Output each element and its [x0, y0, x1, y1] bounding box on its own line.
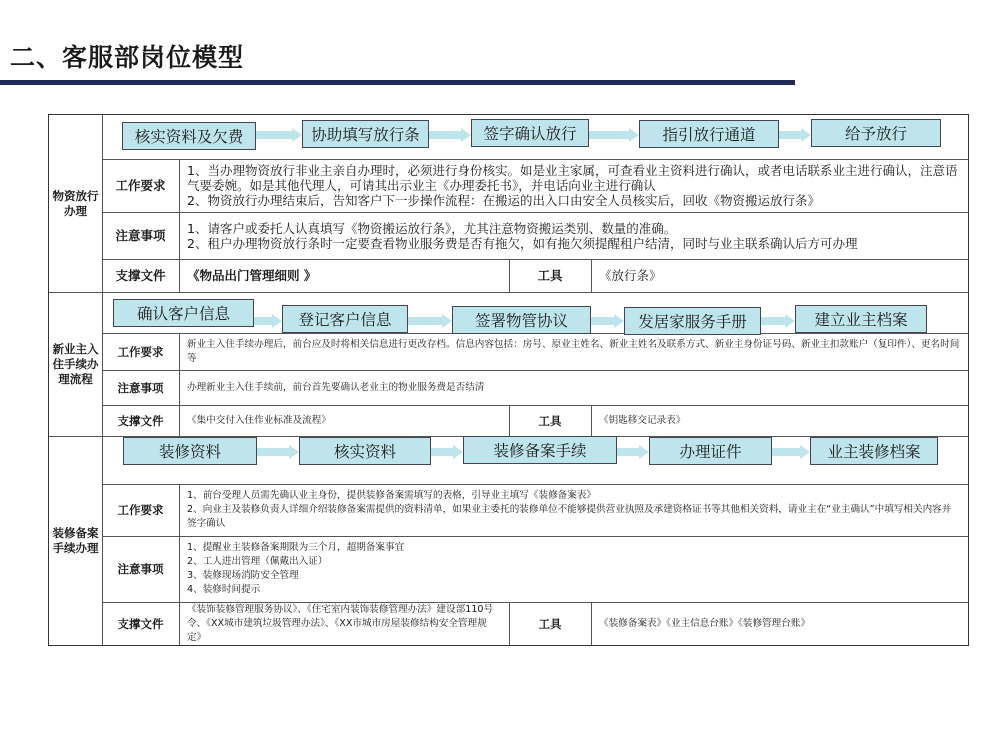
label-tools: 工具: [537, 267, 563, 283]
flow-arrow-icon: [617, 445, 649, 459]
tools-text: 《放行条》: [599, 268, 662, 283]
flow-arrow-icon: [761, 314, 795, 328]
requirement-text: 新业主入住手续办理后，前台应及时将相关信息进行更改存档。信息内容包括：房号、原业主姓名、新业主姓名及联系方式、新业主身份证号码、新业主扣款账户（复印件）、更名时间等: [187, 338, 960, 364]
flow-step-box: 发居家服务手册: [624, 307, 761, 335]
label-docs: 支撑文件: [115, 267, 166, 283]
label-notes: 注意事项: [117, 562, 164, 576]
label-docs: 支撑文件: [117, 413, 164, 428]
requirement-text: 1、当办理物资放行非业主亲自办理时，必须进行身份核实。如是业主家属，可查看业主资料进行确认，或者电话联系业主进行确认，注意语气要委婉。如是其他代理人，可请其出示业主《办理委托书》，并电话向业主进行确认 2、物资放行办理结束后，告知客户下一步操作流程：在搬运的出入口由安全人员核实后，回收《物资搬运放行条》: [187, 163, 958, 208]
flow-step-box: 核实资料: [299, 437, 431, 465]
post-model-table: [48, 114, 969, 646]
flow-arrow-icon: [591, 314, 624, 328]
label-notes: 注意事项: [117, 380, 164, 395]
label-notes: 注意事项: [115, 227, 166, 243]
notes-text: 办理新业主入住手续前，前台首先要确认老业主的物业服务费是否结清: [187, 381, 485, 393]
flow-arrow-icon: [779, 128, 811, 142]
flow-arrow-icon: [589, 128, 639, 142]
flow-step-box: 建立业主档案: [795, 305, 927, 333]
label-requirement: 工作要求: [117, 503, 164, 517]
tools-text: 《装修备案表》《业主信息台账》《装修管理台账》: [599, 618, 811, 629]
flow-arrow-icon: [772, 445, 810, 459]
docs-text: 《集中交付入住作业标准及流程》: [187, 414, 331, 426]
flow-step-box: 签字确认放行: [471, 119, 589, 147]
flow-arrow-icon: [423, 128, 471, 142]
section-name-release: 物资放行办理: [52, 188, 99, 218]
flow-step-box: 核实资料及欠费: [122, 122, 256, 150]
label-requirement: 工作要求: [115, 177, 166, 193]
docs-text: 《物品出门管理细则 》: [187, 268, 317, 283]
notes-text: 1、提醒业主装修备案期限为三个月，超期备案事宜 2、工人进出管理（佩戴出入证） 3、装修现场消防安全管理 4、装修时间提示: [187, 542, 405, 595]
flow-step-box: 装修备案手续: [463, 436, 617, 464]
flow-arrow-icon: [431, 445, 463, 459]
flow-step-box: 指引放行通道: [639, 120, 779, 148]
flow-step-box: 签署物管协议: [452, 306, 591, 334]
page-title: 二、客服部岗位模型: [10, 43, 245, 72]
tools-text: 《钥匙移交记录表》: [599, 414, 686, 426]
flow-arrow-icon: [256, 128, 302, 142]
flow-step-box: 登记客户信息: [282, 305, 408, 333]
flow-step-box: 确认客户信息: [113, 299, 254, 327]
flow-arrow-icon: [408, 314, 452, 328]
section-name-renovation: 装修备案手续办理: [52, 526, 99, 555]
flow-step-box: 给予放行: [811, 119, 941, 147]
title-underline: [0, 80, 795, 85]
label-tools: 工具: [538, 413, 562, 428]
docs-text: 《装饰装修管理服务协议》、《住宅室内装饰装修管理办法》建设部110号令、《XX城市建筑垃圾管理办法》、《XX市城市房屋装修结构安全管理规定》: [187, 604, 494, 643]
section-name-new-owner: 新业主入住手续办理流程: [52, 341, 99, 386]
label-docs: 支撑文件: [117, 617, 164, 631]
flow-arrow-icon: [257, 445, 299, 459]
requirement-text: 1、前台受理人员需先确认业主身份，提供装修备案需填写的表格，引导业主填写《装修备案表》 2、向业主及装修负责人详细介绍装修备案需提供的资料清单，如果业主委托的装修单位不能够提供营业执照及承建资格证书等其他相关资料，请业主在“业主确认”中填写相关内容并签字确认: [187, 490, 952, 529]
flow-step-box: 办理证件: [649, 437, 772, 465]
flow-arrow-icon: [254, 314, 282, 328]
label-requirement: 工作要求: [117, 344, 164, 359]
label-tools: 工具: [538, 617, 562, 631]
flow-step-box: 装修资料: [123, 437, 257, 465]
flow-step-box: 业主装修档案: [810, 437, 938, 465]
flow-step-box: 协助填写放行条: [302, 120, 429, 148]
notes-text: 1、请客户或委托人认真填写《物资搬运放行条》，尤其注意物资搬运类别、数量的准确。 2、租户办理物资放行条时一定要查看物业服务费是否有拖欠，如有拖欠须提醒租户结清，同时与业主联系确认后方可办理: [187, 220, 858, 251]
